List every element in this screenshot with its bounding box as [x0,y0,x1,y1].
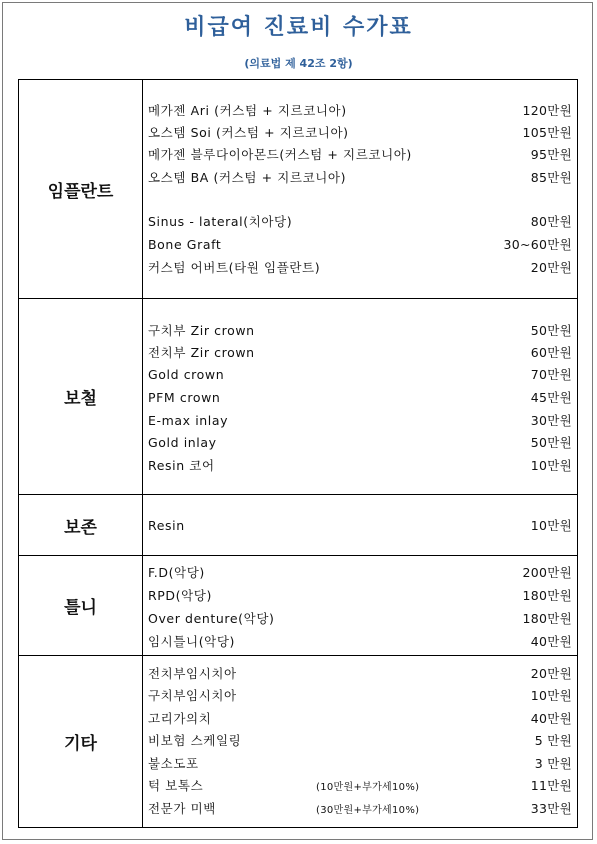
item-name: 턱 보톡스 [148,778,204,793]
section-implant [19,80,577,299]
section-conservative [19,495,577,556]
fee-item [148,797,572,819]
item-price: 50만원 [530,323,572,338]
item-name: 비보험 스케일링 [148,733,242,748]
fee-item [148,99,572,121]
item-price: 30~60만원 [503,237,572,252]
item-name: Gold crown [148,366,225,382]
page-title: 비급여 진료비 수가표 [184,15,413,40]
page-subtitle: (의료법 제 42조 2항) [244,57,353,70]
fee-item [148,684,572,706]
item-price: 11만원 [530,778,572,793]
item-price: 85만원 [530,170,572,185]
item-price: 80만원 [530,214,572,229]
item-price: 40만원 [530,711,572,726]
item-name: 구치부 Zir crown [148,323,255,338]
fee-item [148,431,572,453]
item-name: Sinus - lateral(치아당) [148,214,293,229]
item-name: F.D(악당) [148,565,205,580]
item-price: 40만원 [530,634,572,649]
item-price: 10만원 [530,458,572,473]
fee-item [148,752,572,774]
item-note: (30만원+부가세10%) [316,804,420,816]
item-name: E-max inlay [148,412,229,428]
item-name: 전치부 Zir crown [148,345,255,360]
fee-item [148,363,572,385]
item-name: 전문가 미백 [148,801,216,816]
item-price: 45만원 [530,390,572,405]
fee-item [148,514,572,536]
item-price: 60만원 [530,345,572,360]
item-price: 10만원 [530,688,572,703]
fee-item [148,774,572,796]
category-label: 임플란트 [19,80,143,298]
fee-item [148,341,572,363]
item-list [143,556,577,655]
item-note: (10만원+부가세10%) [316,781,420,793]
item-price: 95만원 [530,147,572,162]
item-price: 20만원 [530,666,572,681]
item-price: 3 만원 [534,756,572,771]
item-price: 180만원 [522,611,572,626]
item-name: 오스템 Soi (커스텀 + 지르코니아) [148,125,349,140]
item-price: 20만원 [530,260,572,275]
fee-item [148,584,572,606]
item-name: 오스템 BA (커스텀 + 지르코니아) [148,170,347,185]
fee-item [148,729,572,751]
fee-item [148,166,572,188]
item-name: 불소도포 [148,756,199,771]
item-price: 200만원 [522,565,572,580]
item-price: 30만원 [530,413,572,428]
item-name: 구치부임시치아 [148,688,237,703]
fee-item [148,319,572,341]
item-list [143,80,577,298]
item-name: 커스텀 어버트(타원 임플란트) [148,260,321,275]
item-name: 메가젠 블루다이아몬드(커스텀 + 지르코니아) [148,147,412,162]
item-price: 105만원 [522,125,572,140]
fee-item [148,233,572,255]
item-name: Over denture(악당) [148,611,275,626]
fee-item [148,707,572,729]
item-name: 메가젠 Ari (커스텀 + 지르코니아) [148,103,347,118]
item-price: 5 만원 [534,733,572,748]
category-label: 보존 [19,495,143,555]
item-price: 10만원 [530,518,572,533]
item-list [143,495,577,555]
fee-item [148,607,572,629]
fee-item [148,256,572,278]
item-price: 50만원 [530,435,572,450]
fee-item [148,454,572,476]
item-price: 70만원 [530,367,572,382]
item-name: 고리가의치 [148,711,212,726]
category-label: 기타 [19,656,143,827]
fee-item [148,143,572,165]
fee-item [148,662,572,684]
fee-item [148,386,572,408]
item-list [143,656,577,827]
category-label: 보철 [19,299,143,494]
item-name: RPD(악당) [148,588,212,603]
fee-item [148,630,572,652]
item-name: 전치부임시치아 [148,666,237,681]
item-name: Bone Graft [148,236,222,252]
fee-item [148,409,572,431]
category-label: 틀니 [19,556,143,655]
fee-item [148,561,572,583]
item-price: 120만원 [522,103,572,118]
section-other [19,656,577,827]
item-name: Resin [148,517,185,533]
item-list [143,299,577,494]
fee-item [148,121,572,143]
item-name: 임시틀니(악당) [148,634,236,649]
item-price: 180만원 [522,588,572,603]
section-prosthesis [19,299,577,495]
item-price: 33만원 [530,801,572,816]
item-name: Gold inlay [148,434,217,450]
section-denture [19,556,577,656]
item-name: Resin 코어 [148,458,215,473]
fee-table [18,79,578,828]
item-name: PFM crown [148,389,221,405]
fee-item [148,210,572,232]
